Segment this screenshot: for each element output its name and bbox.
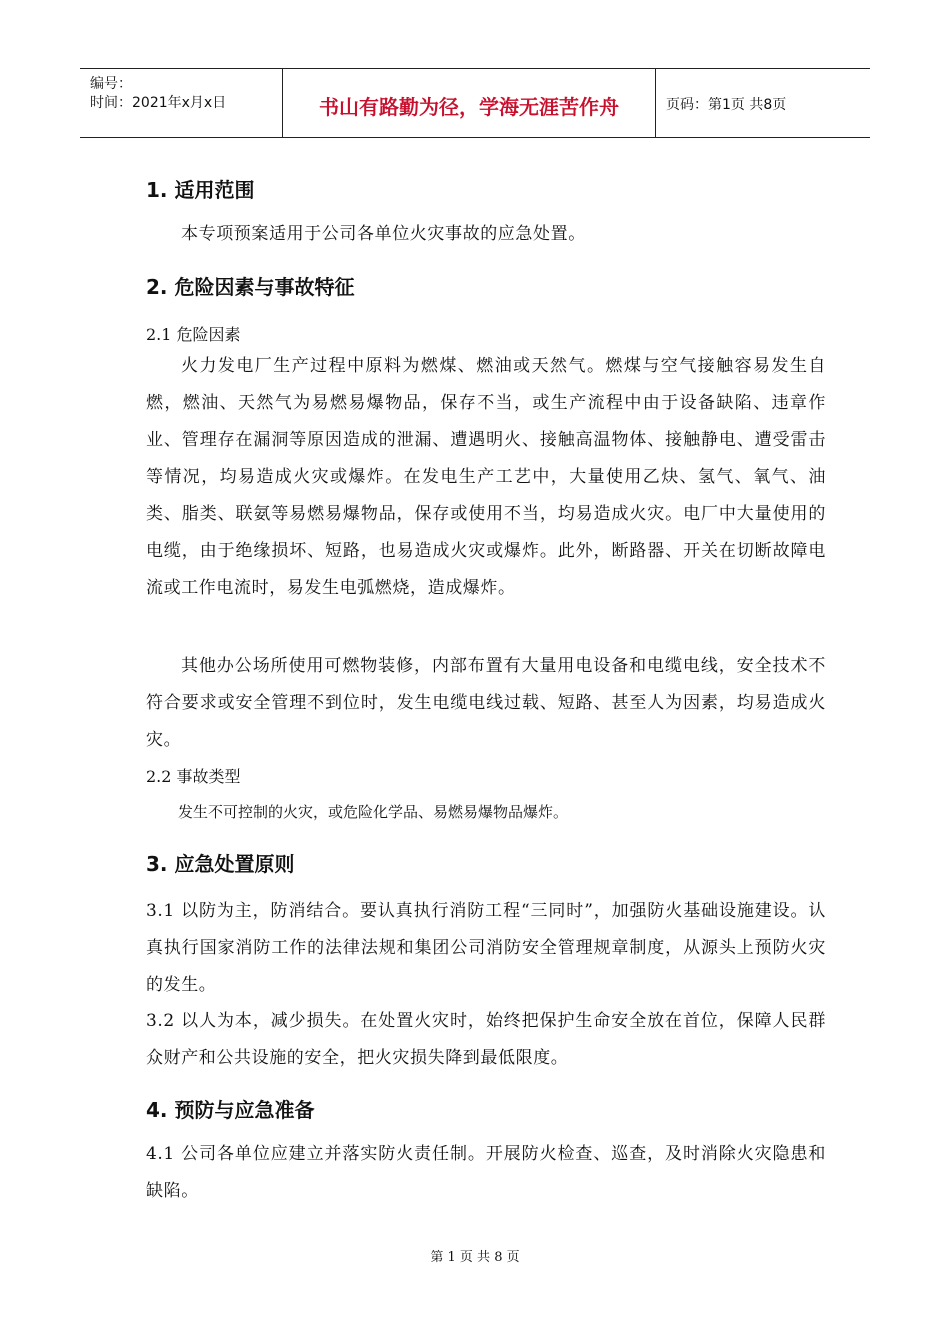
section-3-title: 3. 应急处置原则 [146,852,295,876]
section-1-title: 1. 适用范围 [146,178,255,202]
document-time-label: 时间：2021年x月x日 [90,95,227,111]
section-2-title: 2. 危险因素与事故特征 [146,275,355,299]
section-3-1-paragraph: 3.1 以防为主，防消结合。要认真执行消防工程“三同时”，加强防火基础设施建设。认真执行国家消防工作的法律法规和集团公司消防安全管理规章制度，从源头上预防火灾的发生。 [146,901,826,995]
section-2-1-paragraph-1: 火力发电厂生产过程中原料为燃煤、燃油或天然气。燃煤与空气接触容易发生自燃，燃油、天然气为易燃易爆物品，保存不当，或生产流程中由于设备缺陷、违章作业、管理存在漏洞等原因造成的泄漏、遭遇明火、接触高温物体、接触静电、遭受雷击等情况，均易造成火灾或爆炸。在发电生产工艺中，大量使用乙炔、氢气、氧气、油类、脂类、联氨等易燃易爆物品，保存或使用不当，均易造成火灾。电厂中大量使用的电缆，由于绝缘损坏、短路，也易造成火灾或爆炸。此外，断路器、开关在切断故障电流或工作电流时，易发生电弧燃烧，造成爆炸。 [146,356,826,598]
header-page-cell [656,69,870,137]
section-2-2-heading: 2.2 事故类型 [146,767,241,786]
section-2-1-paragraph-2: 其他办公场所使用可燃物装修，内部布置有大量用电设备和电缆电线，安全技术不符合要求或安全管理不到位时，发生电缆电线过载、短路、甚至人为因素，均易造成火灾。 [146,656,826,750]
section-2-1-heading: 2.1 危险因素 [146,325,241,344]
section-3-2-paragraph: 3.2 以人为本，减少损失。在处置火灾时，始终把保护生命安全放在首位，保障人民群众财产和公共设施的安全，把火灾损失降到最低限度。 [146,1011,826,1068]
header-info-cell [80,69,283,137]
header-motto-cell [283,69,656,137]
document-header [80,68,870,138]
section-4-1-paragraph: 4.1 公司各单位应建立并落实防火责任制。开展防火检查、巡查，及时消除火灾隐患和缺陷。 [146,1144,826,1201]
section-1-paragraph: 本专项预案适用于公司各单位火灾事故的应急处置。 [181,224,586,244]
document-number-label: 编号： [90,76,132,92]
header-motto: 书山有路勤为径，学海无涯苦作舟 [319,95,619,119]
section-4-title: 4. 预防与应急准备 [146,1098,315,1122]
section-2-2-paragraph: 发生不可控制的火灾，或危险化学品、易燃易爆物品爆炸。 [178,803,569,821]
page-footer: 第 1 页 共 8 页 [430,1250,520,1265]
header-page-info: 页码：第1页 共8页 [666,97,787,113]
